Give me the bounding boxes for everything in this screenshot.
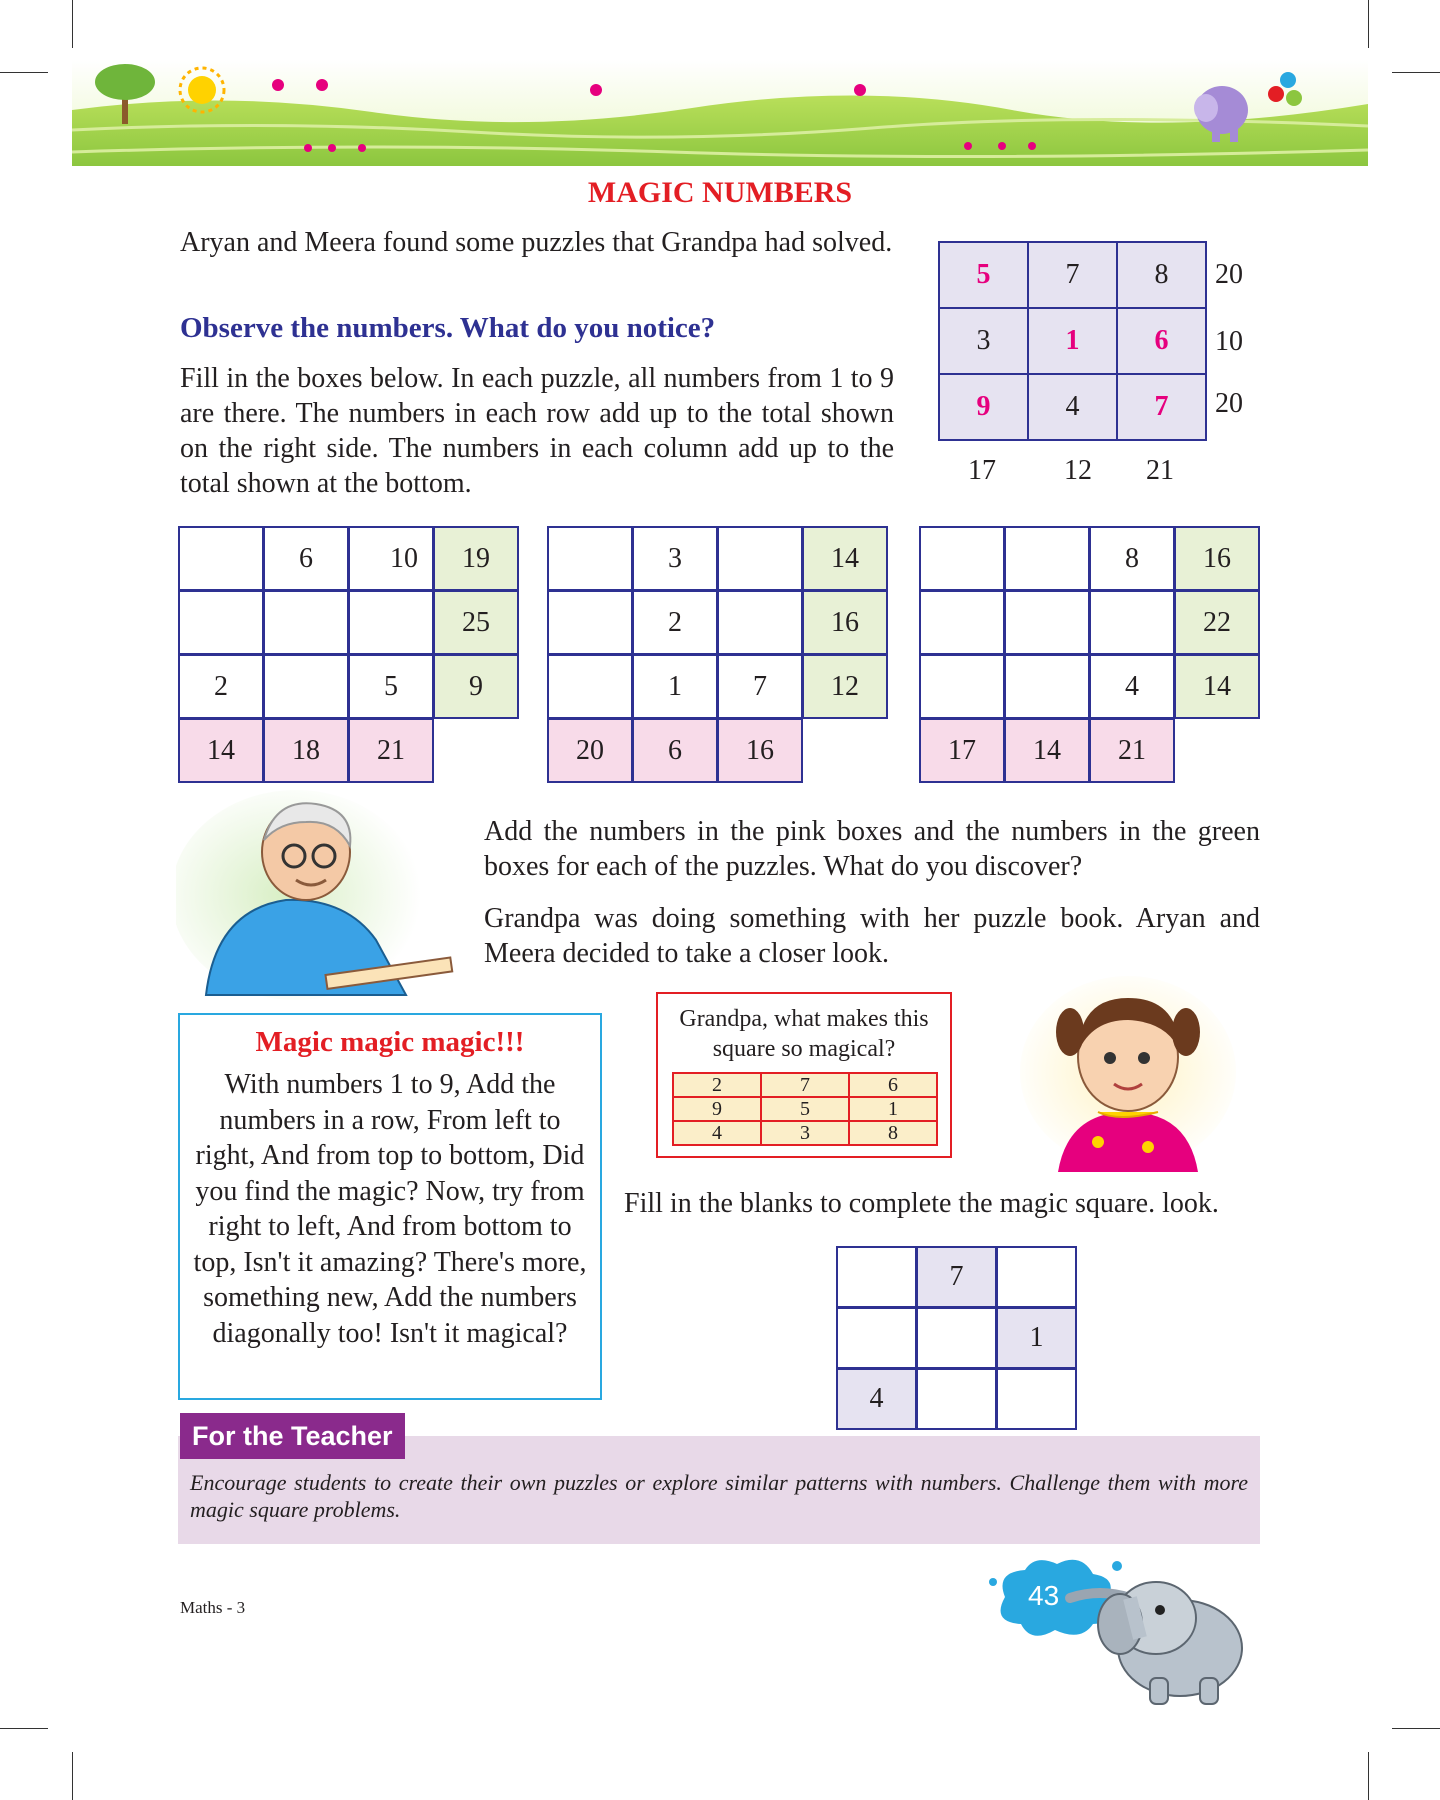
puzzle-cell[interactable] [1089,590,1175,655]
puzzle-cell[interactable] [916,1368,997,1430]
column-total-cell: 20 [547,718,633,783]
column-total-cell: 16 [717,718,803,783]
column-total: 21 [1146,455,1174,486]
grid-cell: 9 [673,1097,761,1121]
header-banner [72,60,1368,166]
puzzle-cell[interactable] [717,526,803,591]
puzzle-cell[interactable] [263,590,349,655]
girl-illustration [1018,972,1238,1172]
puzzle-cell[interactable]: 7 [916,1246,997,1308]
mini-magic-square [672,1072,938,1146]
instructions-text: Fill in the boxes below. In each puzzle, all numbers from 1 to 9 are there. The numbers in each row add up to the total shown on the right side. The numbers in each column add up to the total shown at the bottom. [180,363,894,499]
puzzle-cell[interactable]: 1 [632,654,718,719]
crop-mark [1392,72,1440,73]
add-boxes-text: Add the numbers in the pink boxes and the numbers in the green boxes for each of the puzzles. What do you discover? [484,816,1260,882]
grid-cell: 3 [939,308,1028,374]
fill-blanks-text: Fill in the blanks to complete the magic square. look. [624,1188,1219,1219]
row-total-cell: 22 [1174,590,1260,655]
puzzle-cell[interactable] [916,1307,997,1369]
crop-mark [1368,1752,1369,1800]
row-total-cell: 14 [802,526,888,591]
teacher-label: For the Teacher [180,1413,405,1459]
row-total-cell: 25 [433,590,519,655]
puzzle-cell[interactable]: 4 [836,1368,917,1430]
puzzle-cell[interactable]: 5 [348,654,434,719]
puzzle-cell[interactable] [1004,590,1090,655]
puzzle-cell[interactable] [178,526,264,591]
row-total-cell: 19 [433,526,519,591]
grid-cell: 4 [673,1121,761,1145]
puzzle-cell[interactable]: 1 [996,1307,1077,1369]
elephant-mascot-illustration [1060,1558,1280,1708]
speech-bubble [656,992,952,1158]
grandpa-illustration [176,790,466,1000]
question-heading: Observe the numbers. What do you notice? [180,312,716,344]
grandpa-text: Grandpa was doing something with her puzzle book. Aryan and Meera decided to take a closer look. [484,903,1260,969]
page-number: 43 [1028,1580,1060,1611]
grid-cell: 6 [849,1073,937,1097]
grid-cell: 7 [761,1073,849,1097]
puzzle-cell[interactable] [919,526,1005,591]
row-total-cell: 9 [433,654,519,719]
grid-cell: 2 [673,1073,761,1097]
grid-cell: 8 [1117,242,1206,308]
puzzle-cell[interactable]: 6 [263,526,349,591]
puzzle-cell[interactable] [1004,526,1090,591]
row-total-cell: 16 [1174,526,1260,591]
row-total-cell: 14 [1174,654,1260,719]
puzzle-cell[interactable] [1004,654,1090,719]
crop-mark [0,1728,48,1729]
row-total: 20 [1215,388,1243,419]
poem-body: With numbers 1 to 9, Add the numbers in a row, From left to right, And from top to bottom, Did you find the magic? Now, try from right to left, And from bottom to top, Isn't it amazing? There's more, something new, Add the numbers diagonally too! Isn't it magical? [193,1069,587,1349]
grid-cell: 5 [939,242,1028,308]
column-total-cell: 6 [632,718,718,783]
footer-subject: Maths - 3 [180,1598,246,1617]
grid-cell: 9 [939,374,1028,440]
puzzle-cell[interactable] [836,1307,917,1369]
puzzle-cell[interactable] [996,1246,1077,1308]
grid-cell: 5 [761,1097,849,1121]
column-total-cell: 21 [348,718,434,783]
puzzle-cell[interactable] [547,526,633,591]
puzzle-cell[interactable] [836,1246,917,1308]
puzzle-cell[interactable] [348,590,434,655]
puzzle-cell[interactable]: 2 [178,654,264,719]
row-total: 10 [1215,326,1243,357]
page-title: MAGIC NUMBERS [587,176,853,209]
column-total-cell: 21 [1089,718,1175,783]
puzzle-cell[interactable]: 7 [717,654,803,719]
grid-cell: 6 [1117,308,1206,374]
grid-cell: 1 [849,1097,937,1121]
grid-cell: 7 [1028,242,1117,308]
column-total-cell: 17 [919,718,1005,783]
column-total-cell: 18 [263,718,349,783]
crop-mark [72,0,73,48]
column-total: 12 [1064,455,1092,486]
puzzle-cell[interactable] [996,1368,1077,1430]
puzzle-cell[interactable] [919,654,1005,719]
puzzle-cell[interactable] [178,590,264,655]
teacher-note-text: Encourage students to create their own puzzles or explore similar patterns with numbers. Challenge them with more magic square problems. [190,1470,1248,1522]
meadow-illustration [72,60,1368,166]
puzzle-cell[interactable]: 8 [1089,526,1175,591]
column-total: 17 [968,455,996,486]
column-total-cell: 14 [1004,718,1090,783]
crop-mark [0,72,48,73]
column-total-cell: 14 [178,718,264,783]
example-magic-square [938,241,1207,441]
puzzle-cell[interactable] [263,654,349,719]
row-total: 20 [1215,259,1243,290]
puzzle-cell[interactable]: 3 [632,526,718,591]
grid-cell: 7 [1117,374,1206,440]
crop-mark [1368,0,1369,48]
puzzle-cell[interactable] [547,654,633,719]
poem-box [178,1013,602,1400]
grid-cell: 4 [1028,374,1117,440]
crop-mark [72,1752,73,1800]
puzzle-cell[interactable]: 4 [1089,654,1175,719]
row-total-cell: 12 [802,654,888,719]
bubble-question: Grandpa, what makes this square so magical? [679,1006,929,1062]
grid-cell: 1 [1028,308,1117,374]
poem-title: Magic magic magic!!! [255,1026,525,1058]
crop-mark [1392,1728,1440,1729]
row-total-cell: 16 [802,590,888,655]
puzzle-cell[interactable] [919,590,1005,655]
puzzle-cell[interactable] [717,590,803,655]
grid-cell: 8 [849,1121,937,1145]
grid-cell: 3 [761,1121,849,1145]
puzzle-cell[interactable]: 2 [632,590,718,655]
puzzle-cell[interactable] [547,590,633,655]
intro-text: Aryan and Meera found some puzzles that Grandpa had solved. [180,227,893,258]
puzzle-cell[interactable]: 10 [348,526,434,591]
